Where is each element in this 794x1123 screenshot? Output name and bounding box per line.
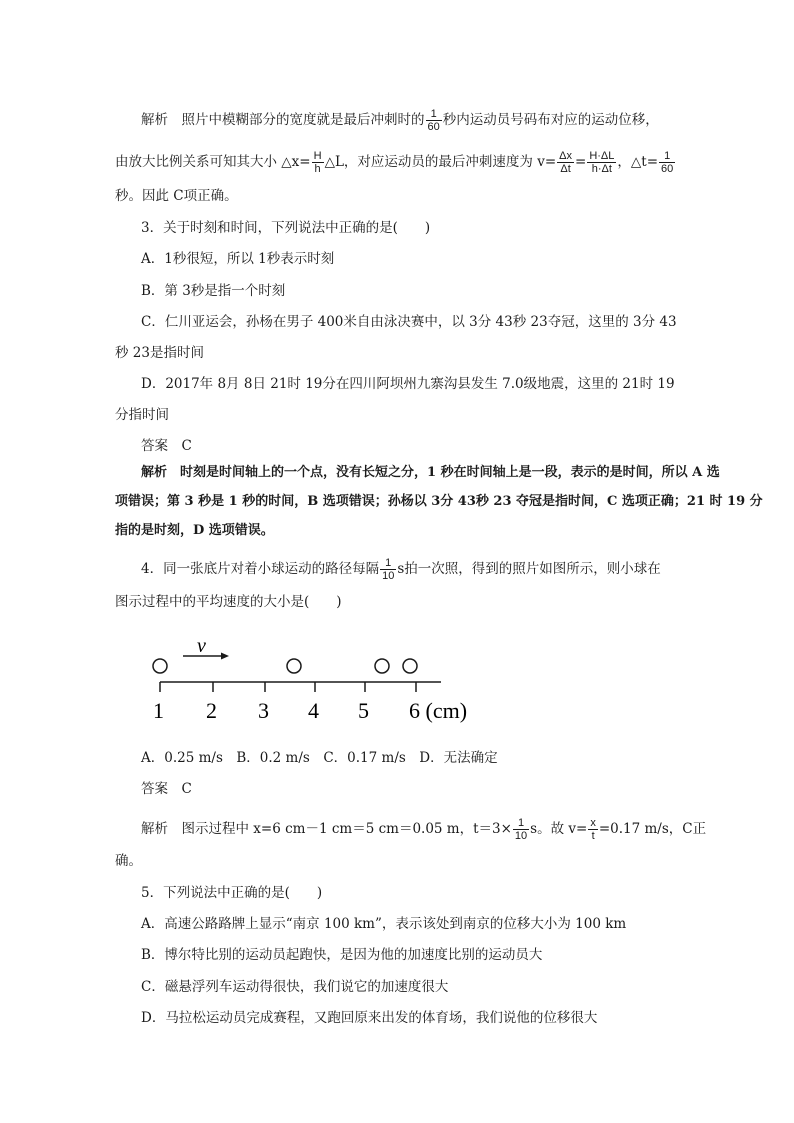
tick-label-1: 1 [153,698,164,723]
fraction-1-60: $\frac{1}{60}$ [427,108,440,133]
fraction-1-10: $\frac{1}{10}$ [382,557,395,582]
q3-stem: 3．关于时刻和时间，下列说法中正确的是( ) [141,220,431,236]
q3-option-b: B．第 3秒是指一个时刻 [141,283,286,299]
q3-explanation-line1: 解析 时刻是时间轴上的一个点，没有长短之分，1 秒在时间轴上是一段，表示的是时间，所以 A 选 [141,465,720,480]
fraction-HdL-hdt: $\frac{H\cdot\Delta L}{h\cdot\Delta t}$ [589,150,615,175]
q3-option-c-line2: 秒 23是指时间 [115,345,204,361]
fraction-dx-dt: $\frac{\Delta x}{\Delta t}$ [559,150,572,175]
q5-option-c: C．磁悬浮列车运动得很快，我们说它的加速度很大 [141,979,449,995]
q4-stem-line1: 4．同一张底片对着小球运动的路径每隔 $\frac{1}{10}$ s拍一次照，得到的照片如图所示，则小球在 [141,557,661,582]
fraction-1-60b: $\frac{1}{60}$ [661,150,674,175]
q3-option-d-line2: 分指时间 [115,407,169,423]
q5-stem: 5．下列说法中正确的是( ) [141,885,323,901]
tick-label-3: 3 [258,698,269,723]
q3-answer: 答案 C [141,438,192,454]
q3-explanation-line2: 项错误；第 3 秒是 1 秒的时间，B 选项错误；孙杨以 3分 43秒 23 夺冠是指时间，C 选项正确；21 时 19 分 [115,494,763,509]
q3-option-c-line1: C．仁川亚运会，孙杨在男子 400米自由泳决赛中，以 3分 43秒 23夺冠，这里的 3分 43 [141,314,677,330]
q4-explanation-line2: 确。 [115,853,142,869]
q4-stem-line2: 图示过程中的平均速度的大小是( ) [115,594,342,610]
ball-2 [287,659,301,673]
q4-explanation-line1: 解析 图示过程中 x=6 cm－1 cm＝5 cm＝0.05 m，t＝3× $\frac{1}{10}$ s。故 v= $\frac{x}{t}$ =0.17 m/s，C正 [141,817,707,842]
q5-option-b: B．博尔特比别的运动员起跑快，是因为他的加速度比别的运动员大 [141,947,543,963]
ball-4 [403,659,417,673]
q5-option-d: D．马拉松运动员完成赛程，又跑回原来出发的体育场，我们说他的位移很大 [141,1010,598,1026]
tick-label-5: 5 [358,698,369,723]
velocity-label: v [197,635,206,657]
q3-option-a: A．1秒很短，所以 1秒表示时刻 [141,251,335,267]
ball-1 [153,659,167,673]
q4-answer: 答案 C [141,781,192,797]
ball-3 [375,659,389,673]
q3-option-d-line1: D．2017年 8月 8日 21时 19分在四川阿坝州九寨沟县发生 7.0级地震，这里的 21时 19 [141,376,675,392]
fraction-1-10b: $\frac{1}{10}$ [514,817,528,842]
fraction-H-h: $\frac{H}{h}$ [313,150,322,175]
sol2-line3: 秒。因此 C项正确。 [115,188,238,204]
velocity-arrowhead-icon [221,653,229,660]
fraction-x-t: $\frac{x}{t}$ [590,817,596,842]
sol2-line2: 由放大比例关系可知其大小 △x= $\frac{H}{h}$ △L，对应运动员的最后冲刺速度为 v= $\frac{\Delta x}{\Delta t}$ = $\frac{H\cdot\Delta L}{h\cdot\Delta t}$ ，△t= $\frac{1}{60}$ [115,150,674,175]
motion-figure [145,630,485,730]
tick-label-2: 2 [206,698,217,723]
q3-explanation-line3: 指的是时刻，D 选项错误。 [115,523,274,538]
sol2-line1: 解析 照片中模糊部分的宽度就是最后冲刺时的 $\frac{1}{60}$ 秒内运动员号码布对应的运动位移， [141,108,659,133]
q4-options: A．0.25 m/s B．0.2 m/s C．0.17 m/s D．无法确定 [141,750,498,766]
q5-option-a: A．高速公路路牌上显示“南京 100 km”，表示该处到南京的位移大小为 100 km [141,916,627,932]
tick-label-4: 4 [308,698,319,723]
tick-label-6: 6 (cm) [409,698,468,723]
